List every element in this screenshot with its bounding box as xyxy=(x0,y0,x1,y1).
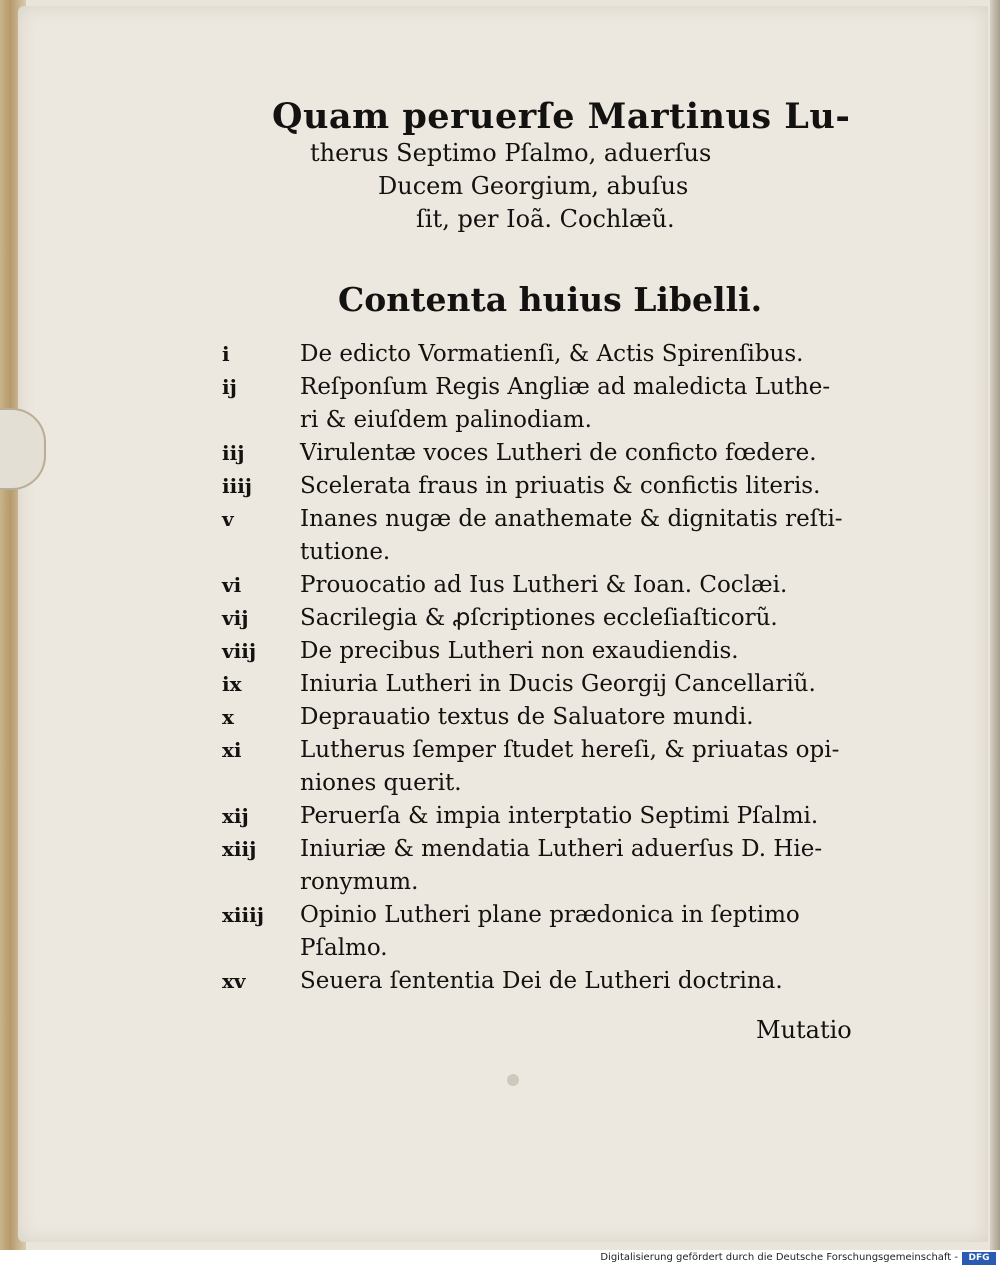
toc-entry-number: viij xyxy=(222,639,257,663)
table-of-contents xyxy=(222,338,872,998)
toc-entry-number: iij xyxy=(222,441,245,465)
toc-entry xyxy=(222,965,872,998)
toc-entry-number: xv xyxy=(222,969,246,993)
toc-entry-line: Pſalmo. xyxy=(300,935,388,961)
toc-entry xyxy=(222,833,872,899)
toc-entry-line: Prouocatio ad Ius Lutheri & Ioan. Coclæi. xyxy=(300,572,788,598)
title-line-4: ſit, per Ioã. Cochlæũ. xyxy=(416,205,675,233)
toc-entry-number: iiij xyxy=(222,474,253,498)
toc-entry-number: vij xyxy=(222,606,249,630)
toc-entry xyxy=(222,668,872,701)
toc-entry-number: vi xyxy=(222,573,242,597)
paper-spot xyxy=(507,1074,519,1086)
toc-entry-line: De edicto Vormatienſi, & Actis Spirenſibus. xyxy=(300,341,804,367)
toc-entry xyxy=(222,800,872,833)
toc-entry-number: ij xyxy=(222,375,237,399)
toc-entry-line: Scelerata fraus in priuatis & confictis literis. xyxy=(300,473,821,499)
toc-entry-text xyxy=(300,899,872,965)
toc-entry-line: Virulentæ voces Lutheri de conficto fœdere. xyxy=(300,440,817,466)
title-line-2: therus Septimo Pſalmo, aduerſus xyxy=(310,139,712,167)
toc-entry-line: Seuera ſententia Dei de Lutheri doctrina. xyxy=(300,968,783,994)
toc-entry-line: Opinio Lutheri plane prædonica in ſeptimo xyxy=(300,902,800,928)
toc-entry-number: x xyxy=(222,705,234,729)
toc-entry-line: De precibus Lutheri non exaudiendis. xyxy=(300,638,739,664)
toc-entry xyxy=(222,899,872,965)
toc-entry-text xyxy=(300,668,872,701)
toc-entry xyxy=(222,371,872,437)
toc-entry-text xyxy=(300,569,872,602)
contents-heading: Contenta huius Libelli. xyxy=(338,280,763,319)
toc-entry-text xyxy=(300,965,872,998)
footer-credit: Digitalisierung gefördert durch die Deutsche Forschungsgemeinschaft - xyxy=(600,1252,958,1263)
toc-entry-number: xij xyxy=(222,804,249,828)
toc-entry xyxy=(222,503,872,569)
book-edge-right xyxy=(990,0,1000,1250)
toc-entry-line: Inanes nugæ de anathemate & dignitatis reſti- xyxy=(300,506,843,532)
toc-entry-line: Deprauatio textus de Saluatore mundi. xyxy=(300,704,754,730)
toc-entry xyxy=(222,635,872,668)
toc-entry-number: v xyxy=(222,507,234,531)
toc-entry-text xyxy=(300,338,872,371)
toc-entry xyxy=(222,602,872,635)
toc-entry-number: xi xyxy=(222,738,242,762)
toc-entry-line: Lutherus ſemper ſtudet hereſi, & priuatas opi- xyxy=(300,737,840,763)
toc-entry-text xyxy=(300,800,872,833)
footer-bar xyxy=(0,1250,1000,1268)
toc-entry xyxy=(222,569,872,602)
title-line-3: Ducem Georgium, abuſus xyxy=(378,172,689,200)
title-line-1: Quam peruerſe Martinus Lu- xyxy=(272,96,851,137)
toc-entry-line: Iniuria Lutheri in Ducis Georgij Cancellariũ. xyxy=(300,671,816,697)
toc-entry-line: Iniuriæ & mendatia Lutheri aduerſus D. Hie- xyxy=(300,836,823,862)
toc-entry-text xyxy=(300,437,872,470)
toc-entry xyxy=(222,470,872,503)
toc-entry-line: Sacrilegia & ꝓſcriptiones eccleſiaſticorũ. xyxy=(300,605,778,631)
toc-entry-line: Peruerſa & impia interptatio Septimi Pſalmi. xyxy=(300,803,819,829)
dfg-logo: DFG xyxy=(962,1252,996,1265)
toc-entry-text xyxy=(300,701,872,734)
toc-entry xyxy=(222,734,872,800)
toc-entry-text xyxy=(300,635,872,668)
toc-entry-number: xiiij xyxy=(222,903,264,927)
toc-entry xyxy=(222,701,872,734)
toc-entry-line: niones querit. xyxy=(300,770,462,796)
toc-entry-line: Reſponſum Regis Angliæ ad maledicta Luthe- xyxy=(300,374,831,400)
toc-entry-line: ri & eiuſdem palinodiam. xyxy=(300,407,592,433)
toc-entry-line: ronymum. xyxy=(300,869,419,895)
toc-entry xyxy=(222,437,872,470)
toc-entry-number: ix xyxy=(222,672,242,696)
toc-entry-text xyxy=(300,470,872,503)
toc-entry-number: i xyxy=(222,342,230,366)
toc-entry-number: xiij xyxy=(222,837,257,861)
catchword: Mutatio xyxy=(756,1016,852,1044)
toc-entry-text xyxy=(300,371,872,437)
toc-entry-line: tutione. xyxy=(300,539,391,565)
toc-entry xyxy=(222,338,872,371)
page-title xyxy=(250,96,850,236)
toc-entry-text xyxy=(300,734,872,800)
toc-entry-text xyxy=(300,602,872,635)
toc-entry-text xyxy=(300,833,872,899)
toc-entry-text xyxy=(300,503,872,569)
